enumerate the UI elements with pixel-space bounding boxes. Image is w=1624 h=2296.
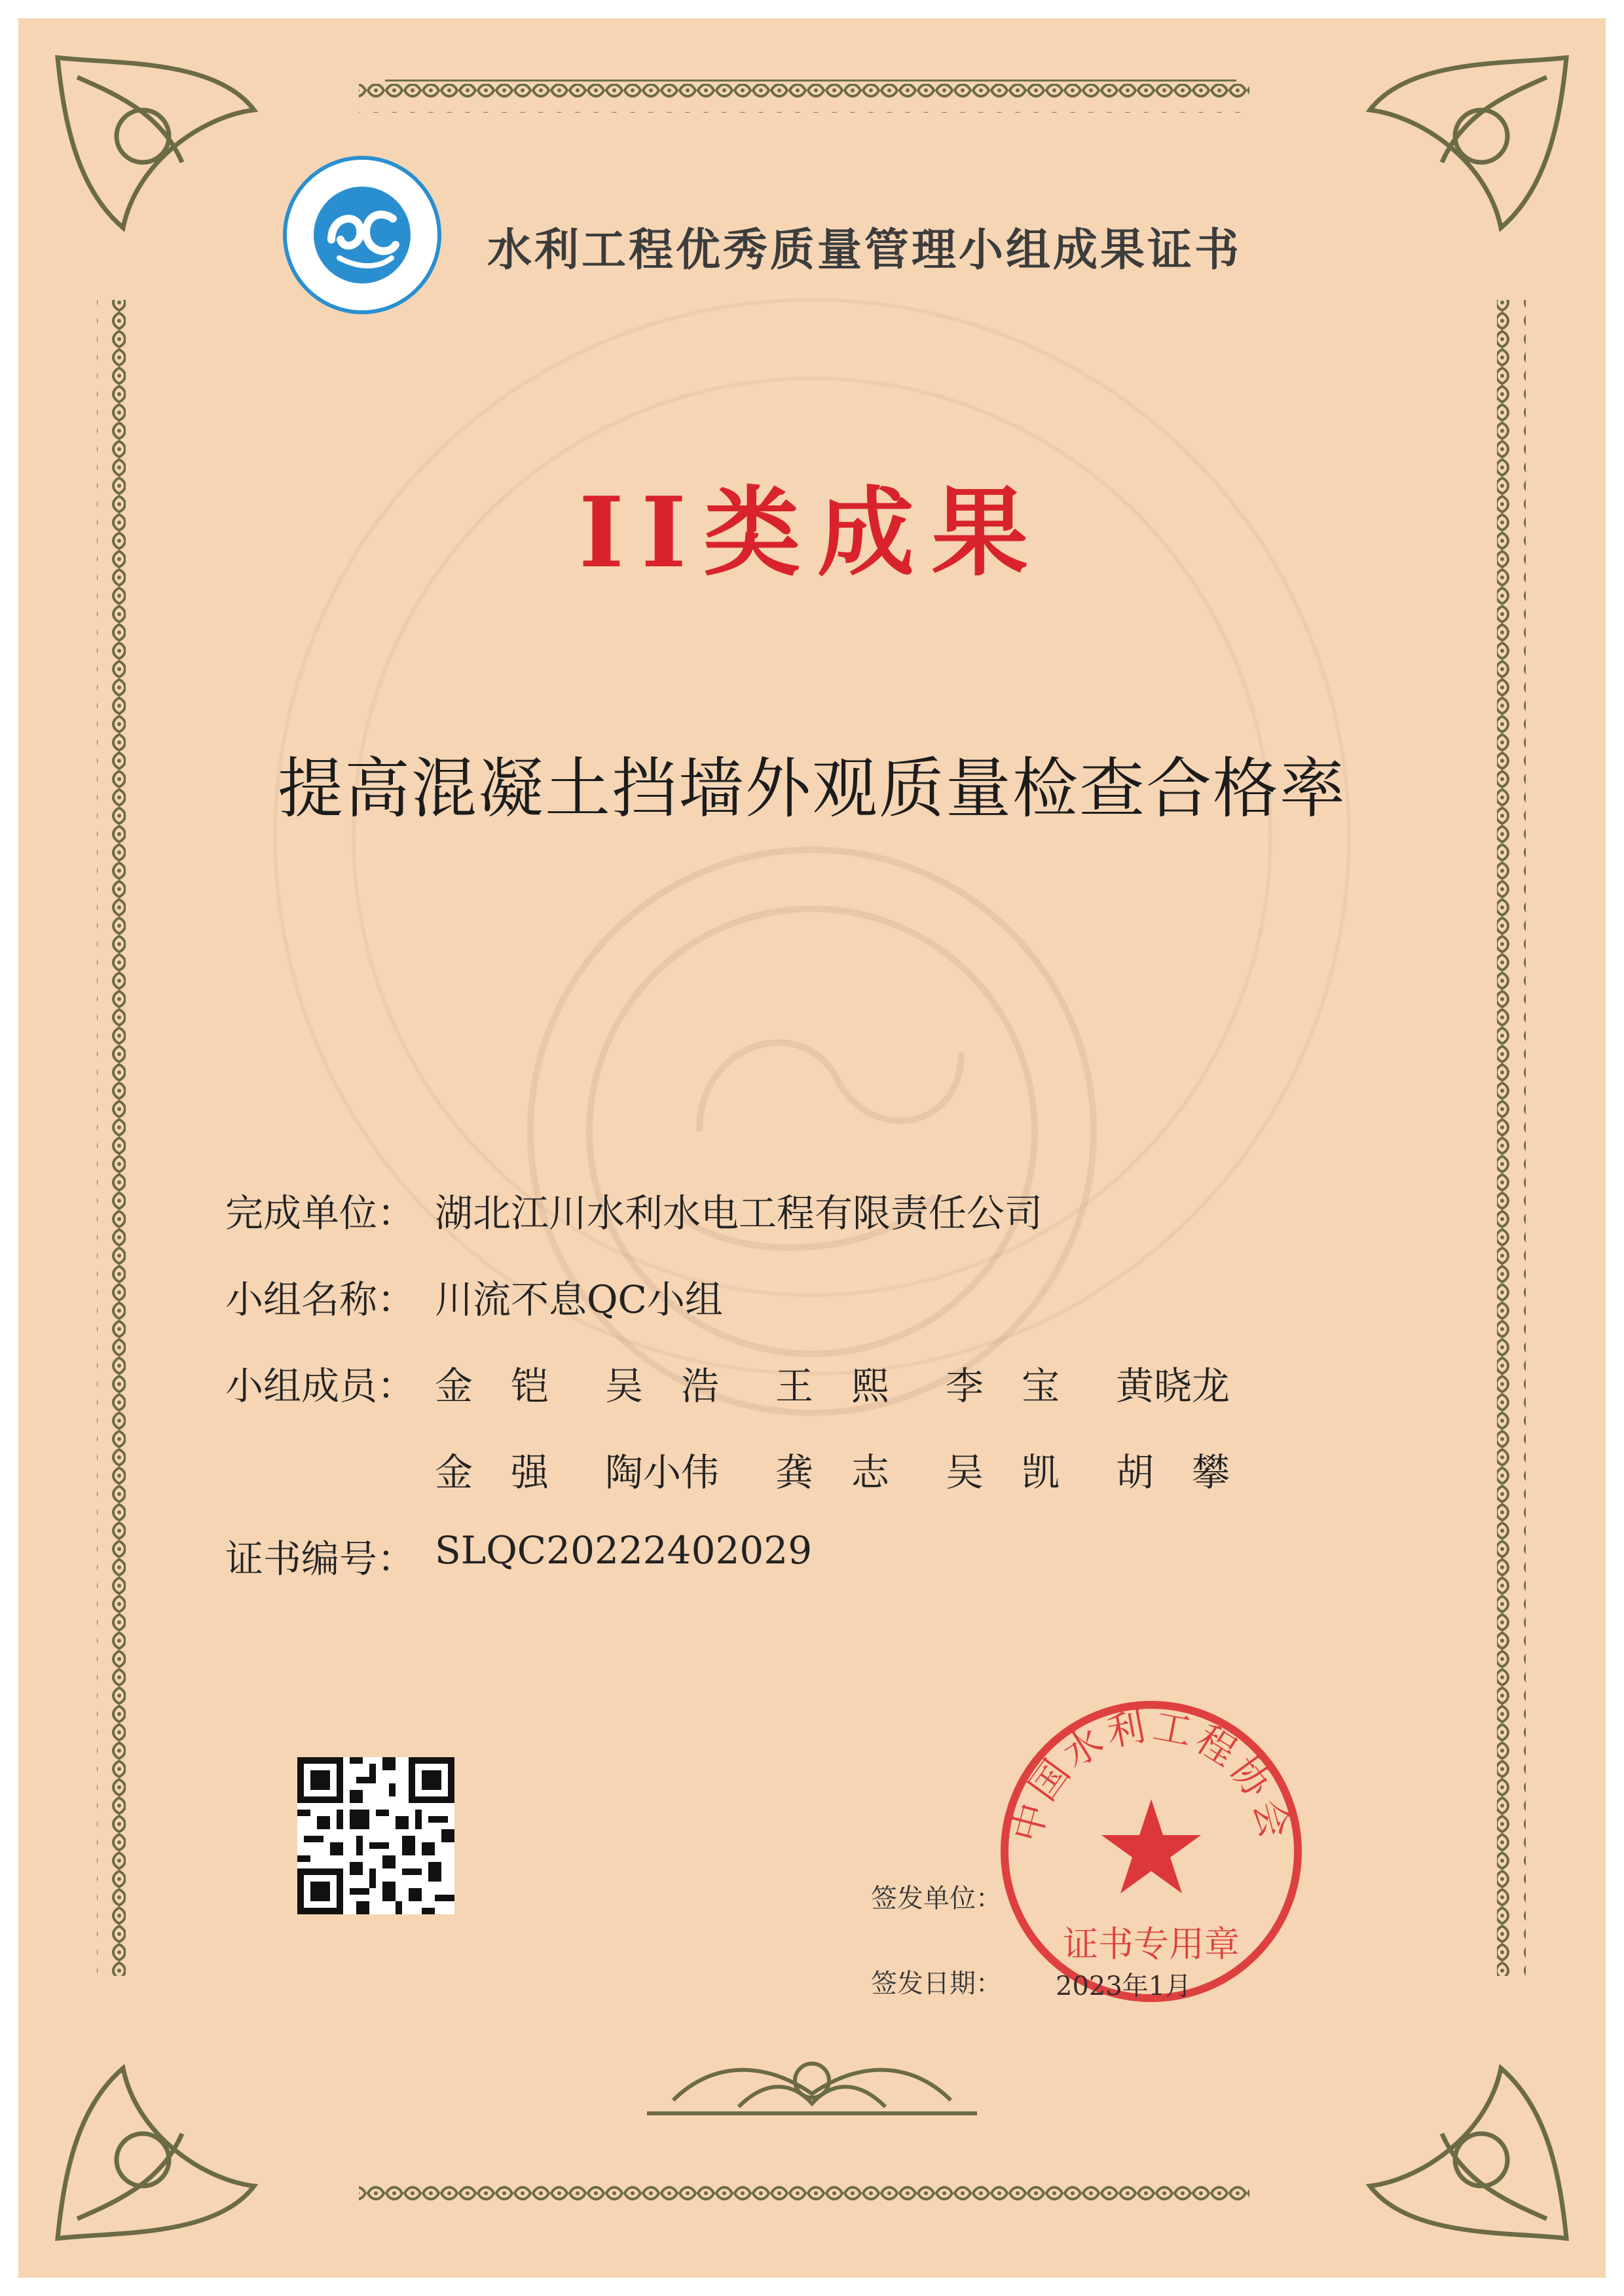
cert-no-label: 证书编号： (225, 1537, 416, 1581)
members-label: 小组成员： (225, 1364, 416, 1408)
member-name: 吴 凯 (946, 1450, 1060, 1495)
member-name: 龚 志 (775, 1450, 890, 1495)
member-name: 陶小伟 (605, 1450, 720, 1495)
group-value: 川流不息QC小组 (435, 1277, 723, 1322)
association-logo (280, 153, 444, 317)
member-name: 金 强 (435, 1450, 549, 1495)
svg-text:证书专用章: 证书专用章 (1063, 1923, 1240, 1965)
member-name: 黄晓龙 (1116, 1364, 1230, 1408)
member-name: 王 熙 (775, 1364, 890, 1408)
award-class-title: II类成果 (578, 475, 1046, 589)
svg-text:中国水利工程协会: 中国水利工程协会 (1004, 1704, 1299, 1847)
issue-date-label: 签发日期： (871, 1969, 1002, 1999)
group-label: 小组名称： (225, 1277, 416, 1322)
member-name: 吴 浩 (605, 1364, 720, 1408)
unit-value: 湖北江川水利水电工程有限责任公司 (435, 1191, 1043, 1235)
issue-date: 2023年1月 (1056, 1971, 1192, 2001)
member-name: 胡 攀 (1116, 1450, 1230, 1495)
cert-no-value: SLQC20222402029 (435, 1528, 813, 1573)
qr-code (297, 1757, 454, 1914)
issuer-unit-label: 签发单位： (871, 1884, 1002, 1914)
ornamental-border (18, 18, 1606, 2278)
member-name: 李 宝 (946, 1364, 1060, 1408)
project-title: 提高混凝土挡墙外观质量检查合格率 (278, 750, 1346, 827)
certificate-type-title: 水利工程优秀质量管理小组成果证书 (487, 224, 1242, 276)
unit-label: 完成单位： (225, 1191, 416, 1235)
certificate (18, 18, 1606, 2278)
member-name: 金 铠 (435, 1364, 549, 1408)
